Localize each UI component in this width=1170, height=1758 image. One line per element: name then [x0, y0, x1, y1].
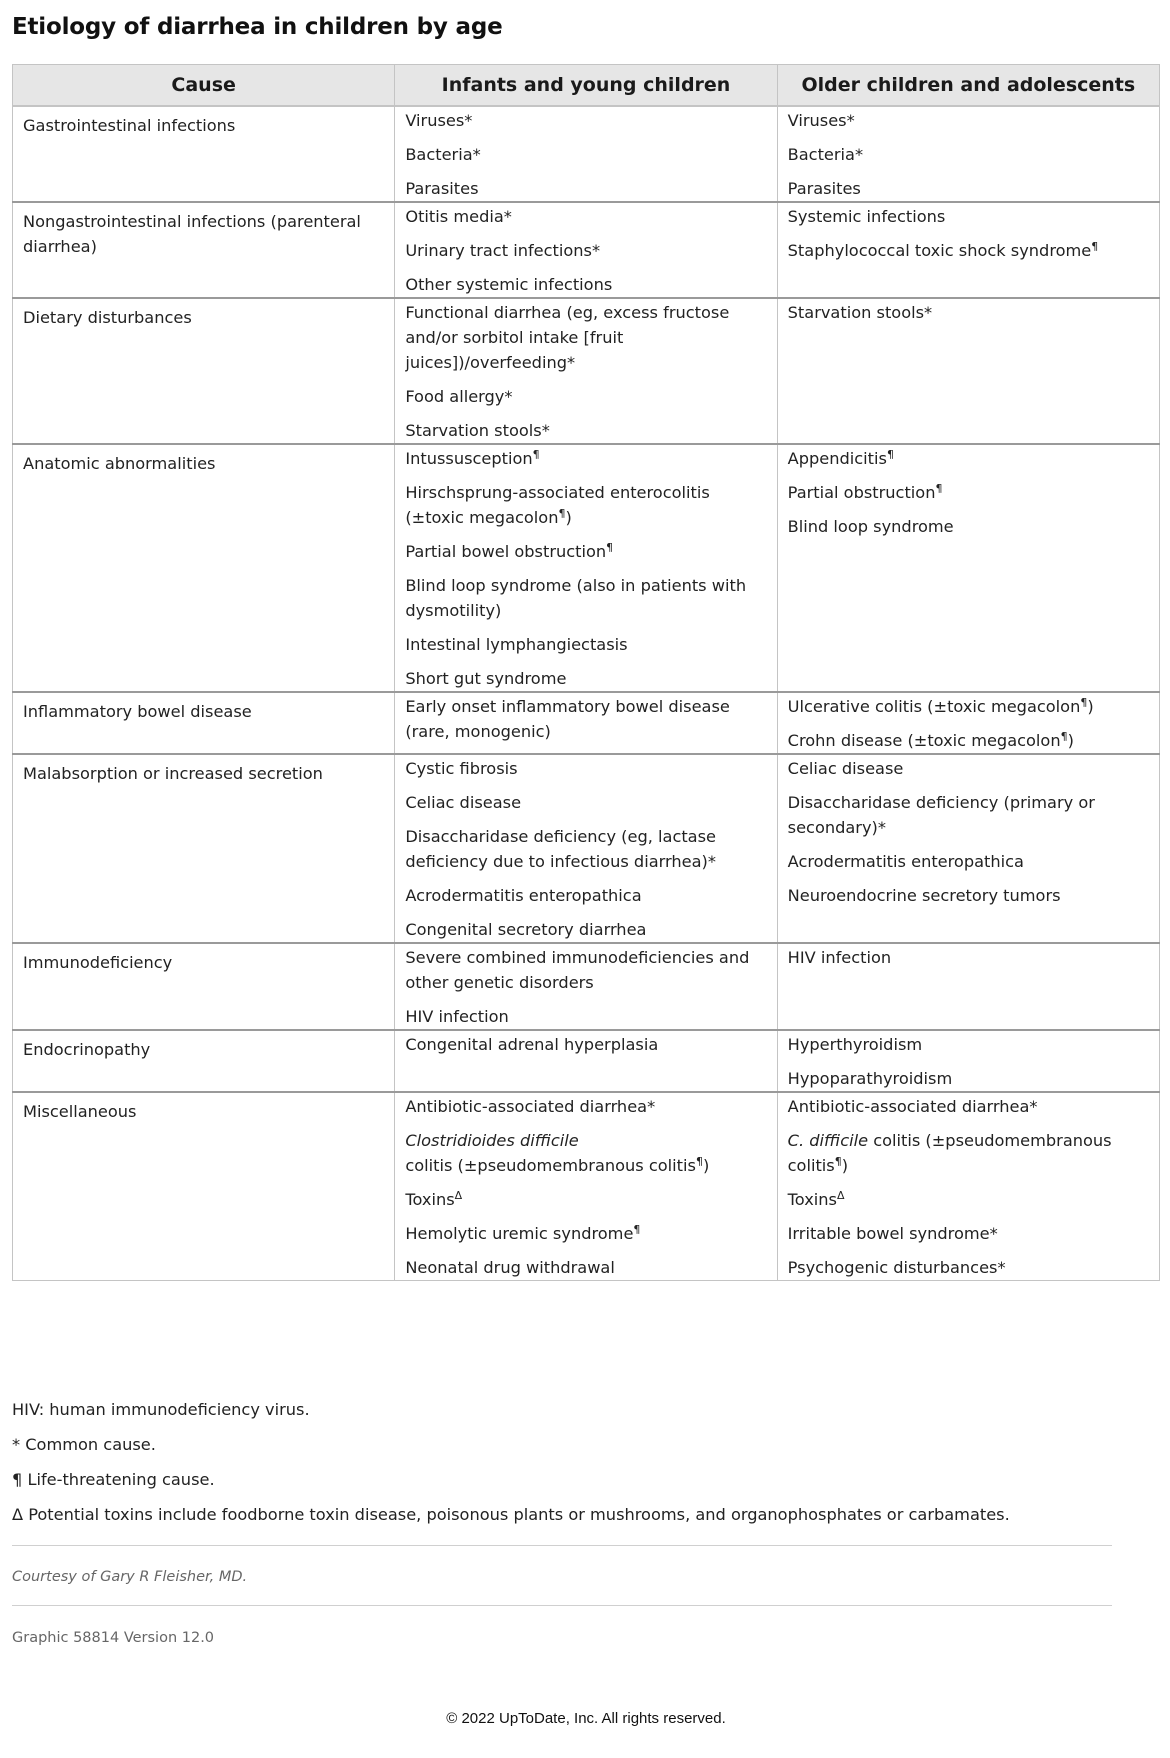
item-text: Intestinal lymphangiectasis — [405, 635, 628, 654]
list-item — [788, 514, 1149, 539]
infants-cell — [395, 202, 777, 298]
footnote-mark: ¶ — [834, 1155, 842, 1168]
list-item — [405, 539, 766, 573]
item-text: Systemic infections — [787, 207, 946, 226]
list-item — [788, 1221, 1149, 1255]
item-text: colitis (±pseudomembranous colitis — [405, 1156, 696, 1175]
list-item — [788, 728, 1149, 753]
footnote-mark: ¶ — [1091, 240, 1099, 253]
table-row — [13, 754, 1160, 943]
footnote-mark: Δ — [836, 1189, 845, 1202]
table-row — [13, 106, 1160, 202]
list-item — [405, 573, 766, 632]
list-item — [788, 756, 1149, 790]
older-cell — [777, 692, 1159, 754]
table-row — [13, 943, 1160, 1030]
list-item — [788, 1094, 1149, 1128]
cause-cell: Immunodeficiency — [13, 943, 395, 1030]
item-text: Irritable bowel syndrome* — [787, 1224, 998, 1243]
item-text: Neuroendocrine secretory tumors — [787, 886, 1061, 905]
list-item — [405, 790, 766, 824]
item-text: Acrodermatitis enteropathica — [787, 852, 1024, 871]
item-text: Urinary tract infections* — [405, 241, 601, 260]
list-item — [405, 632, 766, 666]
item-text: Viruses* — [787, 111, 855, 130]
infants-cell — [395, 943, 777, 1030]
list-item — [788, 1032, 1149, 1066]
table-body — [13, 106, 1160, 1281]
list-item — [405, 694, 766, 744]
list-item — [788, 790, 1149, 849]
item-text: Crohn disease (±toxic megacolon — [787, 731, 1061, 750]
header-older: Older children and adolescents — [777, 65, 1159, 107]
item-text: Early onset inflammatory bowel disease (rare, monogenic) — [405, 697, 730, 741]
cause-cell: Anatomic abnormalities — [13, 444, 395, 692]
item-text: Partial obstruction — [787, 483, 936, 502]
item-text: Otitis media* — [405, 207, 512, 226]
item-text: Severe combined immunodeficiencies and other genetic disorders — [405, 948, 750, 992]
item-text-suffix: ) — [1087, 697, 1094, 716]
list-item — [788, 1255, 1149, 1280]
item-text-suffix: ) — [841, 1156, 849, 1175]
item-text: Starvation stools* — [787, 303, 933, 322]
credit-line: Courtesy of Gary R Fleisher, MD. — [12, 1569, 248, 1585]
item-text: Appendicitis — [787, 449, 887, 468]
item-text: HIV infection — [405, 1007, 509, 1026]
list-item — [405, 176, 766, 201]
item-text: Celiac disease — [787, 759, 904, 778]
divider — [12, 1605, 1112, 1606]
list-item — [405, 272, 766, 297]
header-infants: Infants and young children — [395, 65, 777, 107]
item-text: Disaccharidase deficiency (eg, lactase deficiency due to infectious diarrhea)* — [405, 827, 716, 871]
item-text: Starvation stools* — [405, 421, 550, 440]
footnote-mark: ¶ — [695, 1155, 703, 1168]
item-text: Viruses* — [405, 111, 473, 130]
list-item — [788, 883, 1149, 908]
list-item — [788, 176, 1149, 201]
list-item — [788, 694, 1149, 728]
item-text: Ulcerative colitis (±toxic megacolon — [787, 697, 1081, 716]
older-cell — [777, 298, 1159, 444]
table-row — [13, 1092, 1160, 1281]
item-text: Toxins — [405, 1190, 455, 1209]
item-text: Functional diarrhea (eg, excess fructose and/or sorbitol intake [fruit juices])/overfeeding* — [405, 303, 730, 372]
footnote-mark: ¶ — [606, 541, 614, 554]
footnote-life-threatening: ¶ Life-threatening cause. — [12, 1470, 215, 1489]
infants-cell — [395, 444, 777, 692]
older-cell — [777, 444, 1159, 692]
item-text: Acrodermatitis enteropathica — [405, 886, 642, 905]
list-item — [788, 446, 1149, 480]
cause-cell: Gastrointestinal infections — [13, 106, 395, 202]
item-text: Staphylococcal toxic shock syndrome — [787, 241, 1092, 260]
list-item — [405, 1004, 766, 1029]
cause-cell: Inflammatory bowel disease — [13, 692, 395, 754]
list-item — [788, 1187, 1149, 1221]
item-text: Congenital secretory diarrhea — [405, 920, 647, 939]
list-item — [405, 883, 766, 917]
list-item — [788, 142, 1149, 176]
table-row — [13, 1030, 1160, 1092]
item-text: Bacteria* — [787, 145, 864, 164]
cause-cell: Dietary disturbances — [13, 298, 395, 444]
list-item — [405, 1255, 766, 1280]
footnote-mark: ¶ — [886, 448, 894, 461]
item-text: colitis (±pseudomembranous colitis — [787, 1131, 1112, 1175]
copyright: © 2022 UpToDate, Inc. All rights reserved. — [446, 1710, 726, 1727]
cause-cell: Endocrinopathy — [13, 1030, 395, 1092]
item-text: Blind loop syndrome (also in patients with dysmotility) — [405, 576, 747, 620]
list-item — [405, 446, 766, 480]
footnote-mark: ¶ — [532, 448, 540, 461]
item-text: Intussusception — [405, 449, 533, 468]
item-text: Parasites — [787, 179, 861, 198]
item-text: Psychogenic disturbances* — [787, 1258, 1006, 1277]
list-item — [788, 1066, 1149, 1091]
infants-cell — [395, 754, 777, 943]
list-item — [405, 756, 766, 790]
footnote-mark: ¶ — [633, 1223, 641, 1236]
list-item — [788, 849, 1149, 883]
older-cell — [777, 202, 1159, 298]
item-text: Partial bowel obstruction — [405, 542, 607, 561]
footnote-mark: Δ — [454, 1189, 463, 1202]
cause-cell: Malabsorption or increased secretion — [13, 754, 395, 943]
table-row — [13, 298, 1160, 444]
item-text: Disaccharidase deficiency (primary or secondary)* — [787, 793, 1095, 837]
cause-cell: Nongastrointestinal infections (parenteral diarrhea) — [13, 202, 395, 298]
list-item — [788, 108, 1149, 142]
footnote-mark: ¶ — [935, 482, 943, 495]
item-text-suffix: ) — [565, 508, 572, 527]
list-item — [405, 917, 766, 942]
older-cell — [777, 1030, 1159, 1092]
item-text: Food allergy* — [405, 387, 513, 406]
item-text: Hirschsprung-associated enterocolitis (±toxic megacolon — [405, 483, 710, 527]
item-text: Antibiotic-associated diarrhea* — [405, 1097, 656, 1116]
table-row — [13, 202, 1160, 298]
italic-organism: C. difficile — [787, 1131, 869, 1150]
divider — [12, 1545, 1112, 1546]
item-text: Hypoparathyroidism — [787, 1069, 953, 1088]
item-text: Toxins — [787, 1190, 837, 1209]
item-text-suffix: ) — [1067, 731, 1074, 750]
older-cell — [777, 754, 1159, 943]
item-text: Hemolytic uremic syndrome — [405, 1224, 634, 1243]
list-item — [788, 300, 1149, 325]
item-text: Hyperthyroidism — [787, 1035, 923, 1054]
list-item — [405, 1032, 766, 1057]
item-text: Congenital adrenal hyperplasia — [405, 1035, 659, 1054]
item-text: Short gut syndrome — [405, 669, 567, 688]
list-item — [788, 945, 1149, 970]
footnote-hiv: HIV: human immunodeficiency virus. — [12, 1400, 310, 1419]
list-item — [405, 204, 766, 238]
older-cell — [777, 943, 1159, 1030]
footnote-mark: ¶ — [1060, 730, 1068, 743]
older-cell — [777, 106, 1159, 202]
list-item — [405, 1094, 766, 1128]
footnote-toxins: Δ Potential toxins include foodborne toxin disease, poisonous plants or mushrooms, and organophosphates or carbamates. — [12, 1505, 1010, 1524]
infants-cell — [395, 106, 777, 202]
item-text: Blind loop syndrome — [787, 517, 954, 536]
infants-cell — [395, 1092, 777, 1281]
list-item — [405, 108, 766, 142]
list-item — [405, 418, 766, 443]
list-item — [788, 204, 1149, 238]
infants-cell — [395, 1030, 777, 1092]
item-text: Neonatal drug withdrawal — [405, 1258, 615, 1277]
list-item — [405, 238, 766, 272]
table-row — [13, 444, 1160, 692]
list-item — [405, 300, 766, 384]
list-item — [405, 480, 766, 539]
item-text: Parasites — [405, 179, 479, 198]
italic-organism: Clostridioides difficile — [405, 1131, 579, 1150]
older-cell — [777, 1092, 1159, 1281]
graphic-version: Graphic 58814 Version 12.0 — [12, 1630, 215, 1646]
etiology-table — [12, 64, 1160, 1281]
item-text: HIV infection — [787, 948, 892, 967]
footnote-mark: ¶ — [1080, 696, 1088, 709]
list-item — [405, 1221, 766, 1255]
footnotes — [12, 1400, 1010, 1540]
list-item — [788, 238, 1149, 263]
list-item — [405, 1128, 766, 1187]
list-item — [405, 384, 766, 418]
item-text-suffix: ) — [702, 1156, 710, 1175]
list-item — [405, 824, 766, 883]
item-text: Bacteria* — [405, 145, 481, 164]
table-header-row — [13, 65, 1160, 107]
list-item — [405, 142, 766, 176]
list-item — [405, 945, 766, 1004]
item-text: Celiac disease — [405, 793, 522, 812]
footnote-common: * Common cause. — [12, 1435, 156, 1454]
item-text: Other systemic infections — [405, 275, 613, 294]
list-item — [788, 480, 1149, 514]
cause-cell: Miscellaneous — [13, 1092, 395, 1281]
list-item — [405, 666, 766, 691]
footnote-mark: ¶ — [558, 507, 566, 520]
item-text: Antibiotic-associated diarrhea* — [787, 1097, 1038, 1116]
list-item — [405, 1187, 766, 1221]
table-row — [13, 692, 1160, 754]
page-title: Etiology of diarrhea in children by age — [12, 14, 503, 40]
list-item — [788, 1128, 1149, 1187]
infants-cell — [395, 692, 777, 754]
infants-cell — [395, 298, 777, 444]
header-cause: Cause — [13, 65, 395, 107]
item-text: Cystic fibrosis — [405, 759, 518, 778]
